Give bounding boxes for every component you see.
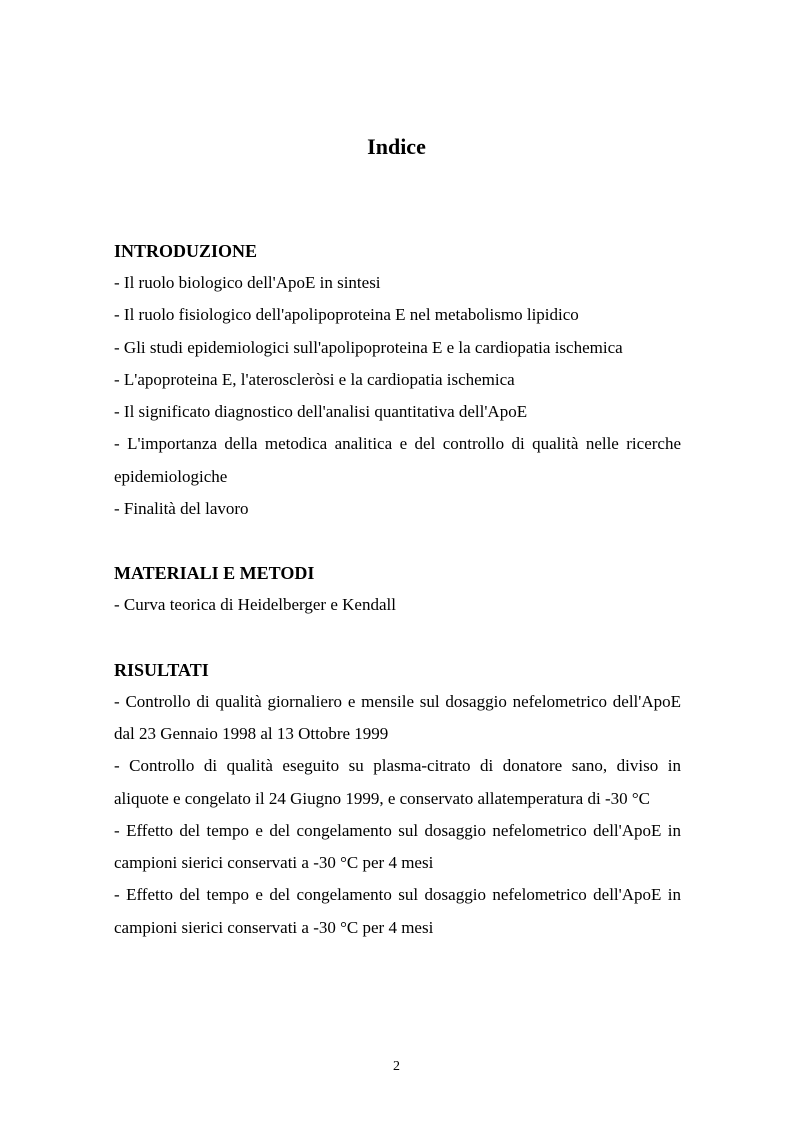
toc-entry: - Controllo di qualità giornaliero e mensile sul dosaggio nefelometrico dell'ApoE dal 23 Gennaio 1998 al 13 Ottobre 1999 xyxy=(114,691,681,743)
section-heading: INTRODUZIONE xyxy=(114,241,258,261)
toc-entry: - Effetto del tempo e del congelamento sul dosaggio nefelometrico dell'ApoE in campioni sierici conservati a -30 °C per 4 mesi xyxy=(114,885,681,937)
toc-entry: - Il significato diagnostico dell'analisi quantitativa dell'ApoE xyxy=(114,402,528,422)
toc-section-risultati xyxy=(114,654,681,944)
toc-entry: - L'importanza della metodica analitica e del controllo di qualità nelle ricerche epidemiologiche xyxy=(114,434,681,486)
toc-entry: - Il ruolo biologico dell'ApoE in sintesi xyxy=(114,273,381,292)
page-number: 2 xyxy=(393,1059,400,1074)
section-heading: MATERIALI E METODI xyxy=(114,563,315,584)
toc-entry: - Il ruolo fisiologico dell'apolipoproteina E nel metabolismo lipidico xyxy=(114,305,579,325)
toc-entry: - Curva teorica di Heidelberger e Kendall xyxy=(114,595,396,615)
table-of-contents xyxy=(114,235,681,944)
toc-section-materiali-e-metodi xyxy=(114,557,681,621)
toc-entry: - Finalità del lavoro xyxy=(114,499,249,519)
toc-entry: - Effetto del tempo e del congelamento sul dosaggio nefelometrico dell'ApoE in campioni sierici conservati a -30 °C per 4 mesi xyxy=(114,820,681,873)
page-title: Indice xyxy=(367,134,426,159)
toc-entry: - Gli studi epidemiologici sull'apolipoproteina E e la cardiopatia ischemica xyxy=(114,337,623,357)
toc-entry: - Controllo di qualità eseguito su plasma-citrato di donatore sano, diviso in aliquote e congelato il 24 Giugno 1999, e conservato allatemperatura di -30 °C xyxy=(114,756,681,808)
toc-section-introduzione xyxy=(114,235,681,525)
section-heading: RISULTATI xyxy=(114,659,209,680)
toc-entry: - L'apoproteina E, l'ateroscleròsi e la cardiopatia ischemica xyxy=(114,369,515,389)
